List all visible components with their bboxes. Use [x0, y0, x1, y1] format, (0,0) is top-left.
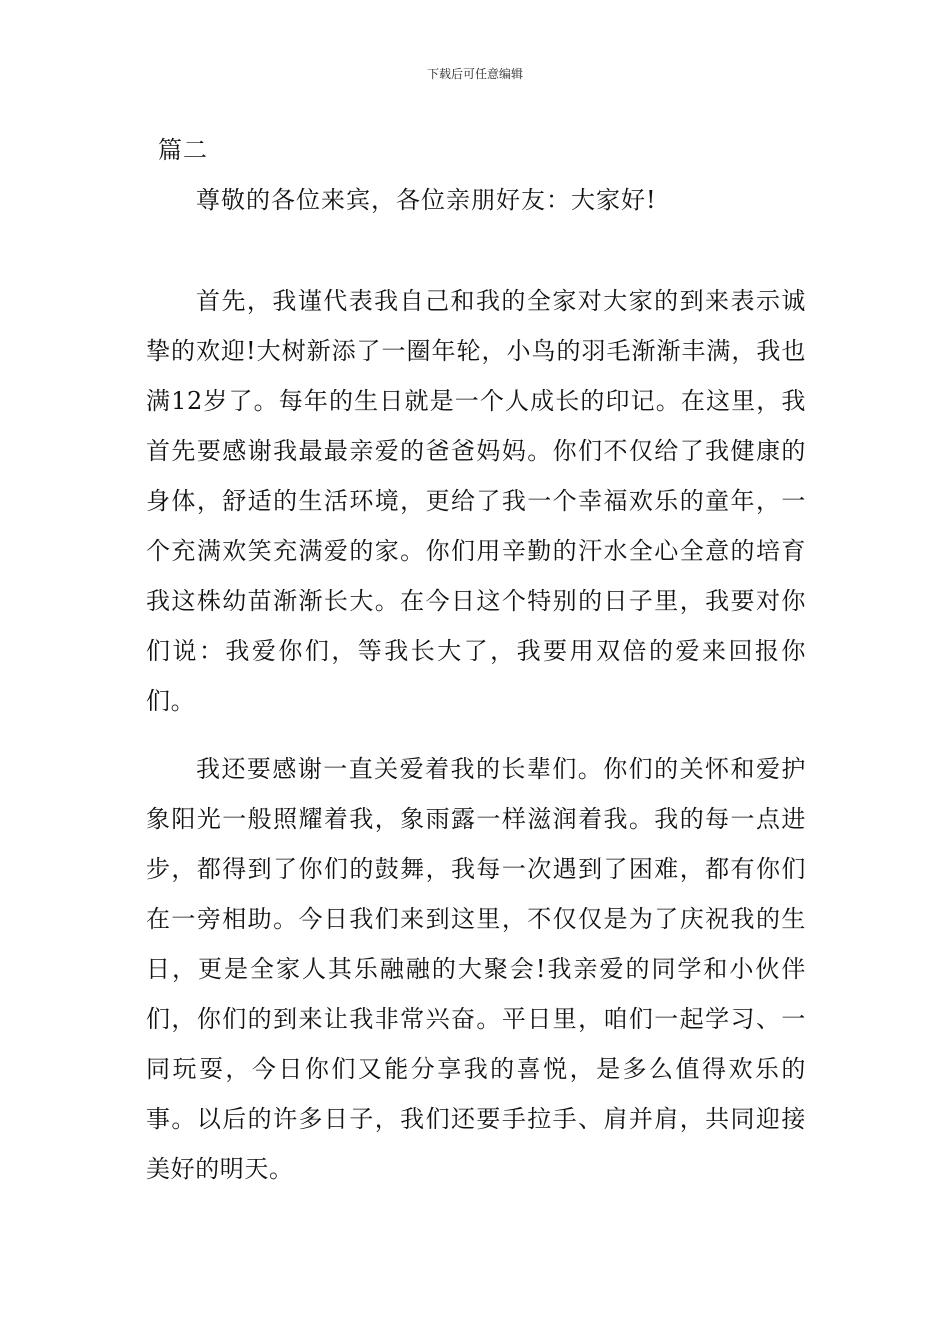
- paragraph-thanks-elders-friends: 我还要感谢一直关爱着我的长辈们。你们的关怀和爱护象阳光一般照耀着我，象雨露一样滋润着我。我的每一点进步，都得到了你们的鼓舞，我每一次遇到了困难，都有你们在一旁相助。今日我们来到这里，不仅仅是为了庆祝我的生日，更是全家人其乐融融的大聚会!我亲爱的同学和小伙伴们，你们的到来让我非常兴奋。平日里，咱们一起学习、一同玩耍，今日你们又能分享我的喜悦，是多么值得欢乐的事。以后的许多日子，我们还要手拉手、肩并肩，共同迎接美好的明天。: [146, 755, 806, 1183]
- greeting-line: 尊敬的各位来宾，各位亲朋好友：大家好!: [196, 186, 657, 214]
- section-heading: 篇二: [158, 136, 208, 164]
- header-note: 下载后可任意编辑: [426, 67, 523, 81]
- paragraph-thanks-parents: 首先，我谨代表我自己和我的全家对大家的到来表示诚挚的欢迎!大树新添了一圈年轮，小鸟的羽毛渐渐丰满，我也满12岁了。每年的生日就是一个人成长的印记。在这里，我首先要感谢我最最亲爱的爸爸妈妈。你们不仅给了我健康的身体，舒适的生活环境，更给了我一个幸福欢乐的童年，一个充满欢笑充满爱的家。你们用辛勤的汗水全心全意的培育我这株幼苗渐渐长大。在今日这个特别的日子里，我要对你们说：我爱你们，等我长大了，我要用双倍的爱来回报你们。: [146, 287, 806, 715]
